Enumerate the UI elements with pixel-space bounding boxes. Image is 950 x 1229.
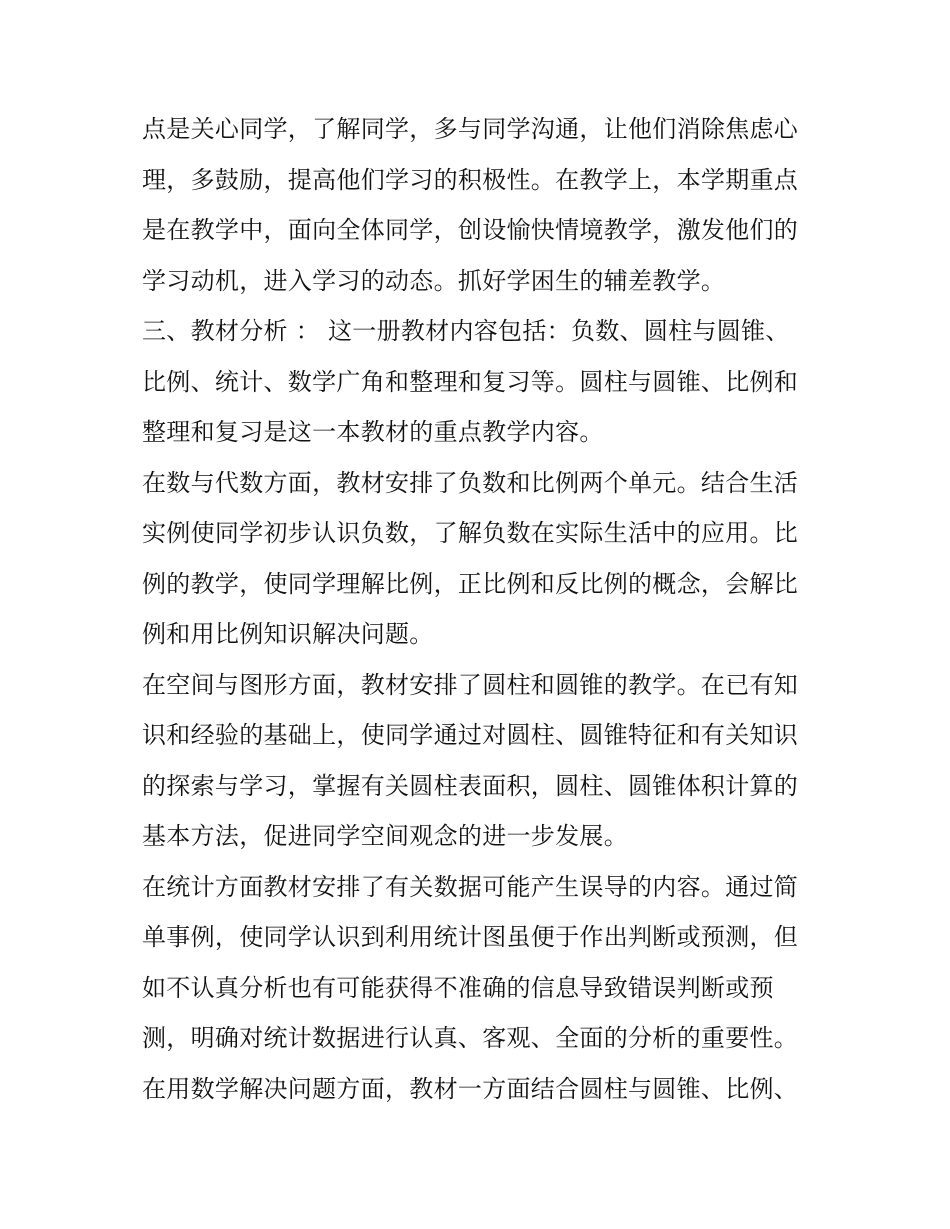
text-line: 实例使同学初步认识负数，了解负数在实际生活中的应用。比: [142, 519, 799, 547]
text-line: 比例、统计、数学广角和整理和复习等。圆柱与圆锥、比例和: [142, 368, 799, 396]
text-line: 单事例，使同学认识到利用统计图虽便于作出判断或预测，但: [142, 923, 799, 951]
text-line: 理，多鼓励，提高他们学习的积极性。在教学上，本学期重点: [142, 166, 799, 194]
text-line: 在用数学解决问题方面，教材一方面结合圆柱与圆锥、比例、: [142, 1075, 799, 1103]
text-line: 在统计方面教材安排了有关数据可能产生误导的内容。通过简: [142, 873, 799, 901]
text-line: 的探索与学习，掌握有关圆柱表面积，圆柱、圆锥体积计算的: [142, 772, 799, 800]
text-line: 整理和复习是这一本教材的重点教学内容。: [142, 418, 604, 446]
text-line: 点是关心同学，了解同学，多与同学沟通，让他们消除焦虑心: [142, 115, 799, 143]
text-line: 在空间与图形方面，教材安排了圆柱和圆锥的教学。在已有知: [142, 671, 799, 699]
text-line: 如不认真分析也有可能获得不准确的信息导致错误判断或预: [142, 974, 774, 1002]
text-line: 例和用比例知识解决问题。: [142, 620, 434, 648]
text-line: 测，明确对统计数据进行认真、客观、全面的分析的重要性。: [142, 1024, 799, 1052]
text-line: 例的教学，使同学理解比例，正比例和反比例的概念，会解比: [142, 570, 799, 598]
text-line: 识和经验的基础上，使同学通过对圆柱、圆锥特征和有关知识: [142, 721, 799, 749]
text-line: 是在教学中，面向全体同学，创设愉快情境教学，激发他们的: [142, 216, 799, 244]
text-line: 在数与代数方面，教材安排了负数和比例两个单元。结合生活: [142, 469, 799, 497]
text-line: 基本方法，促进同学空间观念的进一步发展。: [142, 822, 628, 850]
text-line: 学习动机，进入学习的动态。抓好学困生的辅差教学。: [142, 267, 726, 295]
section-heading-line: 三、教材分析 ： 这一册教材内容包括：负数、圆柱与圆锥、: [142, 317, 790, 345]
